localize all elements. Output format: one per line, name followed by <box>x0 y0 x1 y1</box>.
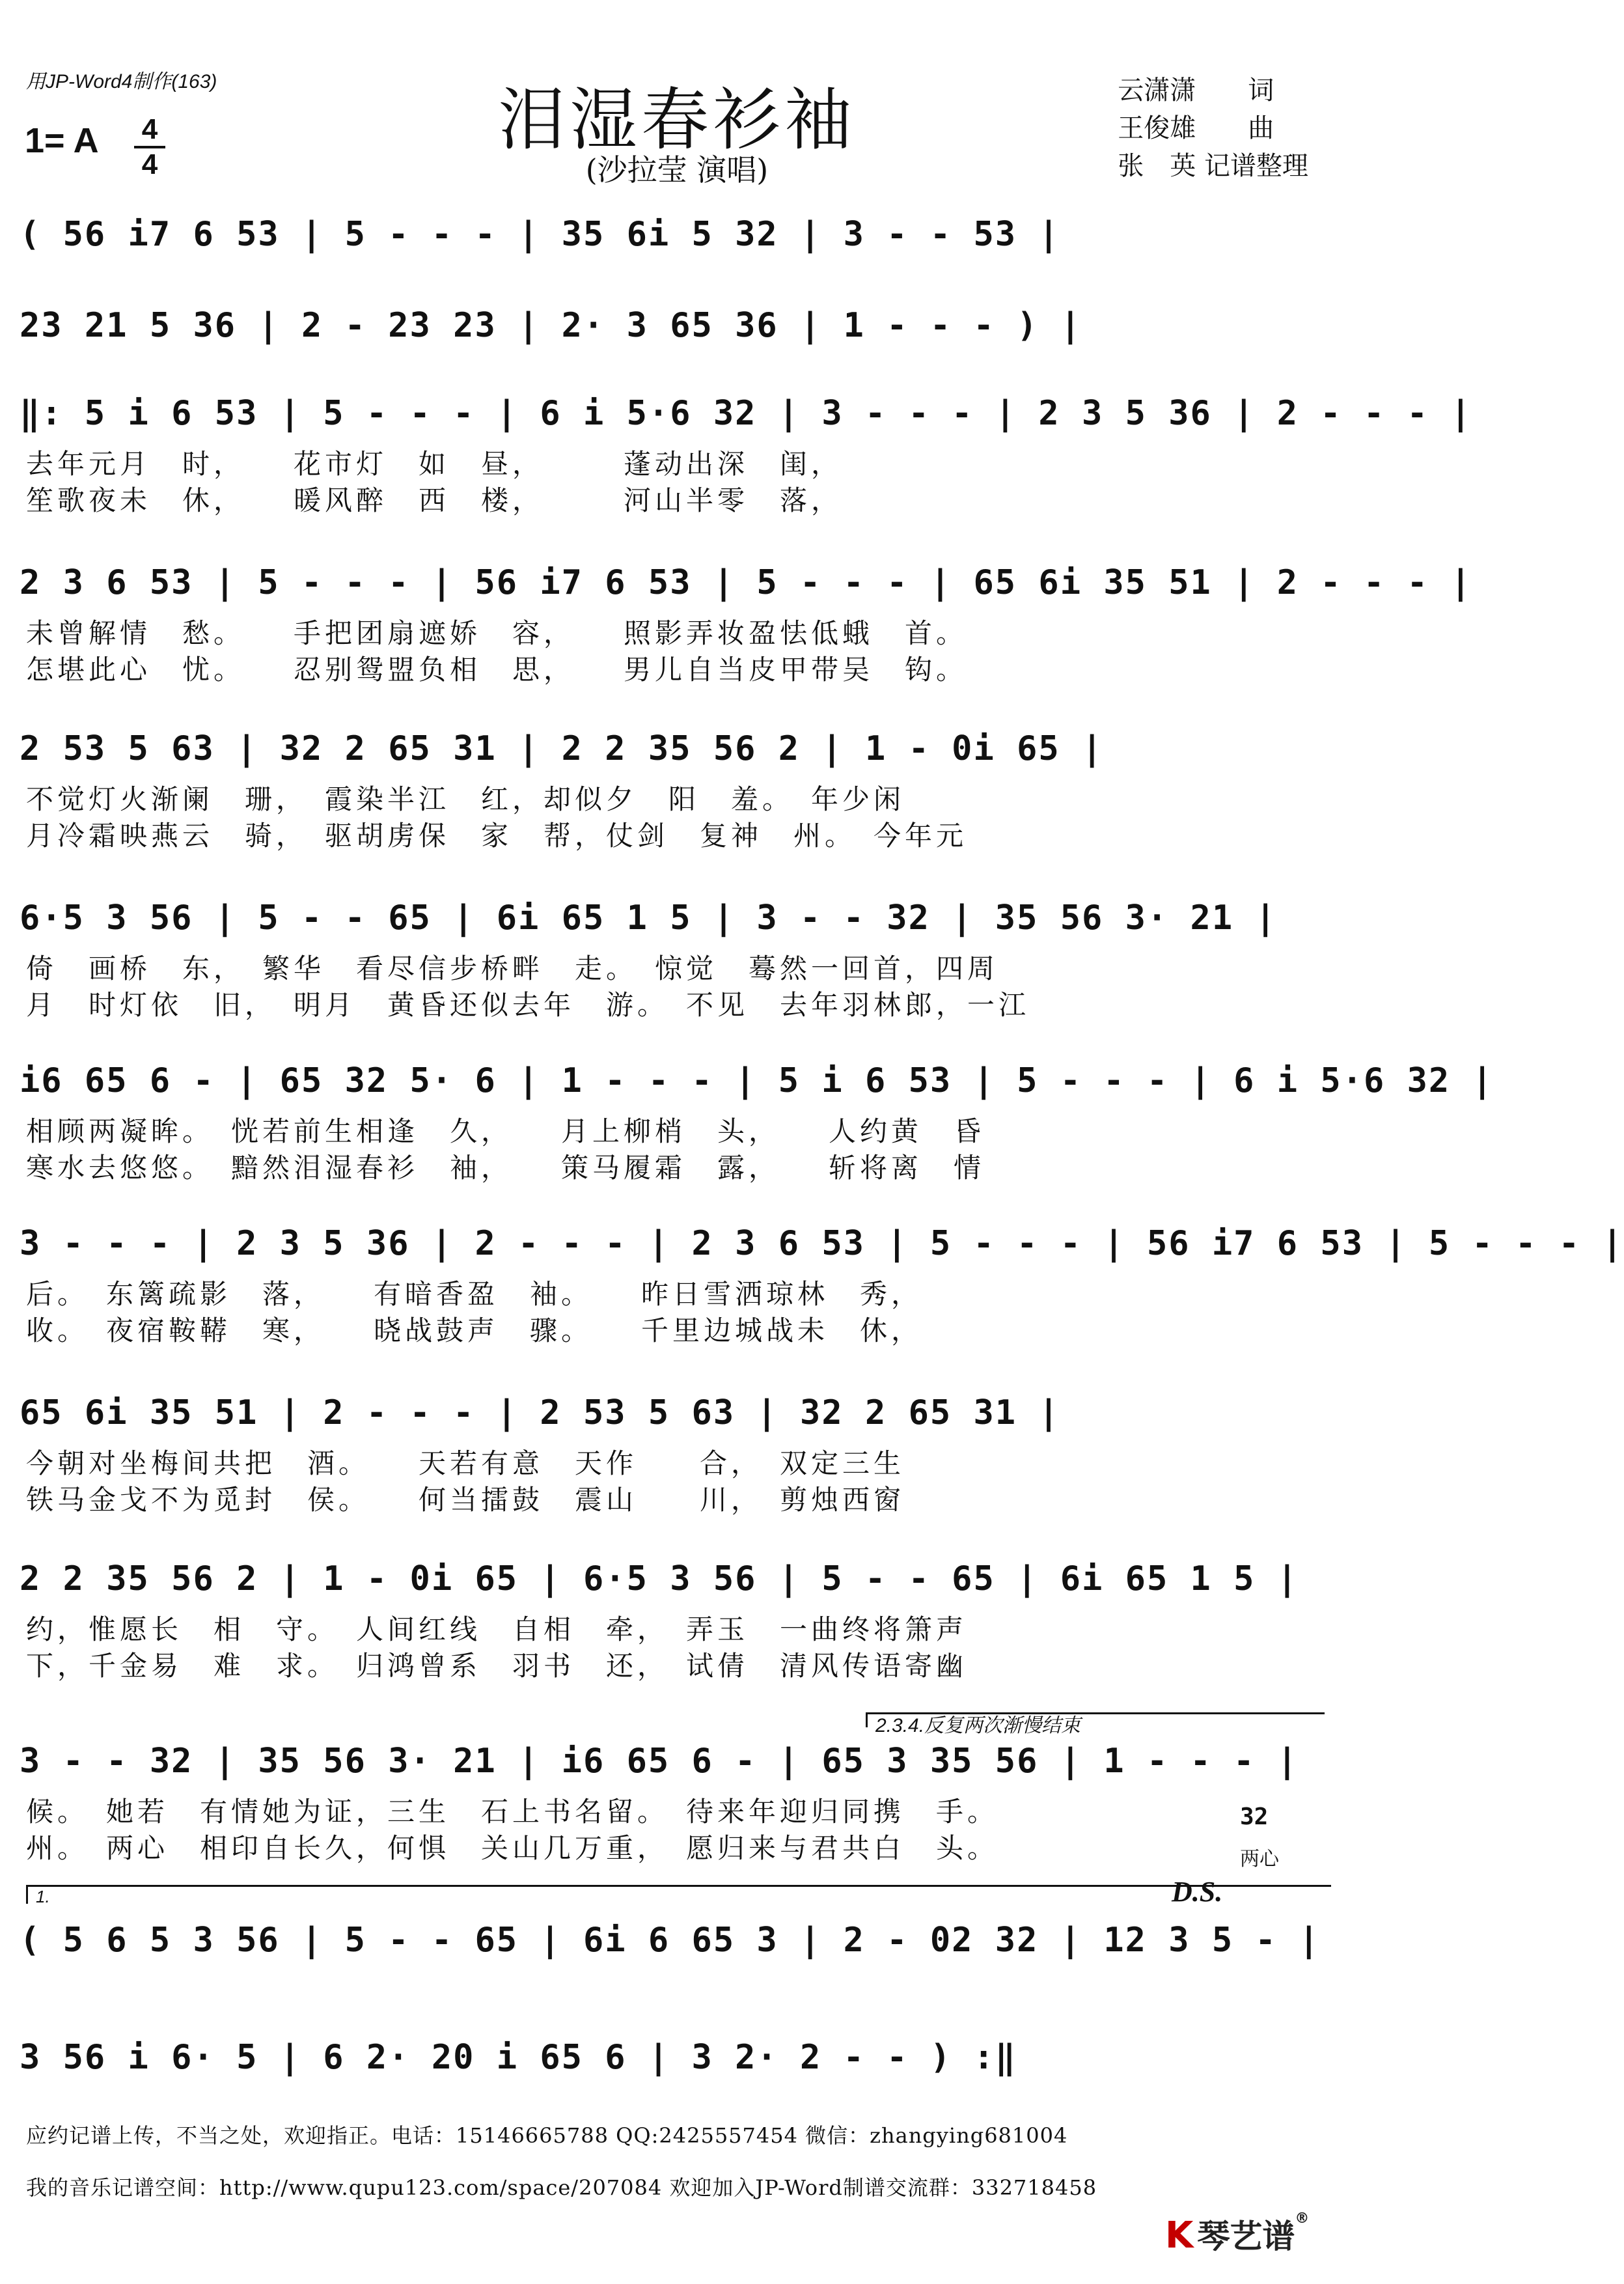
lyric-verse-1: 去年元月 时， 花市灯 如 昼， 蓬动出深 闺， <box>26 448 843 480</box>
lyric-verse-2: 月 时灯依 旧， 明月 黄昏还似去年 游。 不见 去年羽林郎，一江 <box>26 989 1030 1021</box>
system-3 <box>20 381 1472 519</box>
logo-text: 琴艺谱 <box>1197 2218 1295 2255</box>
key-signature: 1= A <box>25 121 99 160</box>
pickup-lyric: 两心 <box>1240 1848 1279 1871</box>
notation-row: 3 56 i 6· 5 | 6 2· 20 i 65 6 | 3 2· 2 - - ) :‖ <box>20 2038 1017 2077</box>
volta-ending-1: 1. <box>26 1885 1331 1904</box>
credits-block <box>1118 72 1308 185</box>
footer-contact: 应约记谱上传，不当之处，欢迎指正。电话：15146665788 QQ:2425557454 微信：zhangying681004 <box>26 2123 1068 2148</box>
logo-mark-icon: K <box>1165 2214 1194 2257</box>
composer: 王俊雄 曲 <box>1118 113 1274 143</box>
notation-row: 3 - - - | 2 3 5 36 | 2 - - - | 2 3 6 53 | 5 - - - | 56 i7 6 53 | 5 - - - | <box>20 1224 1624 1263</box>
site-logo <box>1165 2210 1309 2257</box>
lyric-verse-1: 倚 画桥 东， 繁华 看尽信步桥畔 走。 惊觉 蓦然一回首，四周 <box>26 953 999 984</box>
system-2 <box>20 293 1328 358</box>
notation-row: 3 - - 32 | 35 56 3· 21 | i6 65 6 - | 65 3 35 56 | 1 - - - | <box>20 1742 1299 1781</box>
lyric-verse-2: 月冷霜映燕云 骑， 驱胡虏保 家 帮，仗剑 复神 州。 今年元 <box>26 820 968 852</box>
song-subtitle: (沙拉莹 演唱) <box>585 152 769 188</box>
system-4 <box>20 550 1472 688</box>
notation-row: 2 2 35 56 2 | 1 - 0i 65 | 6·5 3 56 | 5 - - 65 | 6i 65 1 5 | <box>20 1559 1299 1598</box>
lyric-verse-2: 怎堪此心 忧。 忍别鸳盟负相 思， 男儿自当皮甲带吴 钩。 <box>26 654 968 686</box>
lyric-verse-2: 铁马金戈不为觅封 侯。 何当擂鼓 震山 川， 剪烛西窗 <box>26 1484 905 1516</box>
notation-row: i6 65 6 - | 65 32 5· 6 | 1 - - - | 5 i 6 53 | 5 - - - | 6 i 5·6 32 | <box>20 1061 1494 1100</box>
notation-row: ‖: 5 i 6 53 | 5 - - - | 6 i 5·6 32 | 3 - - - | 2 3 5 36 | 2 - - - | <box>20 394 1472 433</box>
notation-row: 6·5 3 56 | 5 - - 65 | 6i 65 1 5 | 3 - - 32 | 35 56 3· 21 | <box>20 898 1277 938</box>
credit-line: 用JP-Word4制作(163) <box>26 71 217 92</box>
lyric-verse-1: 不觉灯火渐阑 珊， 霞染半江 红，却似夕 阳 羞。 年少闲 <box>26 783 905 815</box>
notation-row: 23 21 5 36 | 2 - 23 23 | 2· 3 65 36 | 1 - - - ) | <box>20 306 1082 345</box>
lyric-verse-1: 未曾解情 愁。 手把团扇遮娇 容， 照影弄妆盈怯低蛾 首。 <box>26 617 968 649</box>
system-11 <box>20 1729 1328 1867</box>
notation-row: 2 53 5 63 | 32 2 65 31 | 2 2 35 56 2 | 1 - 0i 65 | <box>20 729 1104 768</box>
lyric-verse-1: 后。 东篱疏影 落， 有暗香盈 袖。 昨日雪洒琼林 秀， <box>26 1278 923 1310</box>
lyric-verse-1: 相顾两凝眸。 恍若前生相逢 久， 月上柳梢 头， 人约黄 昏 <box>26 1115 985 1147</box>
system-5 <box>20 716 1328 854</box>
song-title: 泪湿春衫袖 <box>497 80 856 160</box>
lyricist: 云潇潇 词 <box>1118 76 1274 105</box>
time-bottom: 4 <box>141 148 158 180</box>
footer-space-link: 我的音乐记谱空间：http://www.qupu123.com/space/207084 欢迎加入JP-Word制谱交流群：332718458 <box>26 2175 1097 2200</box>
notation-row: ( 56 i7 6 53 | 5 - - - | 35 6i 5 32 | 3 - - 53 | <box>20 215 1060 254</box>
time-top: 4 <box>141 113 158 145</box>
system-1 <box>20 202 1328 267</box>
system-8 <box>20 1211 1624 1349</box>
volta-ending-234: 2.3.4.反复两次渐慢结束 <box>866 1712 1325 1727</box>
system-7 <box>20 1048 1494 1186</box>
lyric-verse-1: 候。 她若 有情她为证，三生 石上书名留。 待来年迎归同携 手。 <box>26 1796 999 1828</box>
lyric-verse-2: 州。 两心 相印自长久，何惧 关山几万重， 愿归来与君共白 头。 <box>26 1832 999 1864</box>
arranger: 张 英 记谱整理 <box>1118 151 1308 181</box>
notation-row: ( 5 6 5 3 56 | 5 - - 65 | 6i 6 65 3 | 2 - 02 32 | 12 3 5 - | <box>20 1921 1321 1960</box>
lyric-verse-2: 寒水去悠悠。 黯然泪湿春衫 袖， 策马履霜 露， 斩将离 情 <box>26 1152 985 1184</box>
system-12 <box>20 1908 1328 1973</box>
notation-row: 2 3 6 53 | 5 - - - | 56 i7 6 53 | 5 - - - | 65 6i 35 51 | 2 - - - | <box>20 563 1472 602</box>
lyric-verse-2: 下，千金易 难 求。 归鸿曾系 羽书 还， 试倩 清风传语寄幽 <box>26 1650 968 1682</box>
registered-icon: ® <box>1295 2210 1310 2227</box>
system-13 <box>20 2025 1328 2090</box>
lyric-verse-1: 今朝对坐梅间共把 酒。 天若有意 天作 合， 双定三生 <box>26 1447 905 1479</box>
system-10 <box>20 1546 1328 1684</box>
pickup-notes: 32 <box>1240 1804 1269 1830</box>
system-9 <box>20 1380 1328 1518</box>
ds-marking: D.S. <box>1172 1876 1223 1908</box>
lyric-verse-1: 约，惟愿长 相 守。 人间红线 自相 牵， 弄玉 一曲终将箫声 <box>26 1613 968 1645</box>
lyric-verse-2: 笙歌夜未 休， 暖风醉 西 楼， 河山半零 落， <box>26 484 843 516</box>
notation-row: 65 6i 35 51 | 2 - - - | 2 53 5 63 | 32 2 65 31 | <box>20 1393 1060 1432</box>
system-6 <box>20 885 1328 1024</box>
lyric-verse-2: 收。 夜宿鞍鞯 寒， 晓战鼓声 骤。 千里边城战未 休， <box>26 1315 923 1346</box>
